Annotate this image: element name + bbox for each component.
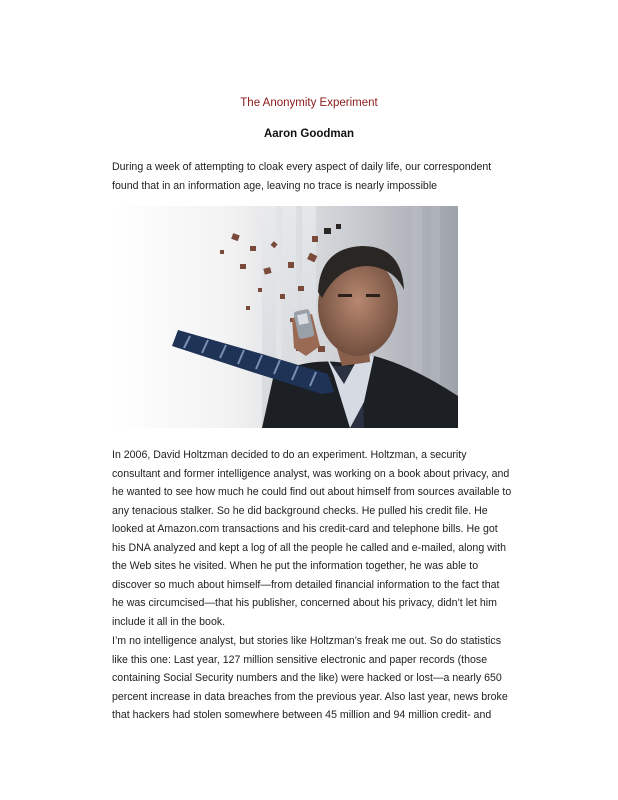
article-author: Aaron Goodman <box>263 128 355 140</box>
paragraph-line: include it all in the book. <box>112 615 226 628</box>
article-illustration <box>112 206 458 428</box>
paragraph-2 <box>112 632 512 725</box>
article-title: The Anonymity Experiment <box>240 97 378 109</box>
article-dek <box>112 158 512 195</box>
paragraph-line: I’m no intelligence analyst, but stories like Holtzman’s freak me out. So do statistics <box>112 635 502 647</box>
paragraph-1 <box>112 446 512 631</box>
dek-line: found that in an information age, leaving no trace is nearly impossible <box>112 179 438 192</box>
paragraph-line: that hackers had stolen somewhere between 45 million and 94 million credit- and <box>112 709 492 721</box>
dek-line: During a week of attempting to cloak every aspect of daily life, our correspondent <box>112 161 492 173</box>
paragraph-line: consultant and former intelligence analyst, was working on a book about privacy, and <box>112 467 510 480</box>
paragraph-line: he was circumcised—that his publisher, concerned about his privacy, didn’t let him <box>112 597 497 609</box>
paragraph-line: his DNA analyzed and kept a log of all the people he called and e-mailed, along with <box>112 541 506 554</box>
paragraph-line: In 2006, David Holtzman decided to do an experiment. Holtzman, a security <box>112 449 467 461</box>
paragraph-line: like this one: Last year, 127 million sensitive electronic and paper records (those <box>112 653 488 666</box>
paragraph-line: looked at Amazon.com transactions and his credit-card and telephone bills. He got <box>112 523 498 535</box>
paragraph-line: he wanted to see how much he could find out about himself from sources available to <box>112 486 512 498</box>
paragraph-line: containing Social Security numbers and the like) were hacked or lost—a nearly 650 <box>112 672 502 684</box>
paragraph-line: percent increase in data breaches from the previous year. Also last year, news broke <box>112 690 508 703</box>
paragraph-line: discover so much about himself—from detailed financial information to the fact that <box>112 578 500 591</box>
paragraph-line: the Web sites he visited. When he put the information together, he was able to <box>112 560 479 572</box>
paragraph-line: any tenacious stalker. So he did background checks. He pulled his credit file. He <box>112 504 488 517</box>
